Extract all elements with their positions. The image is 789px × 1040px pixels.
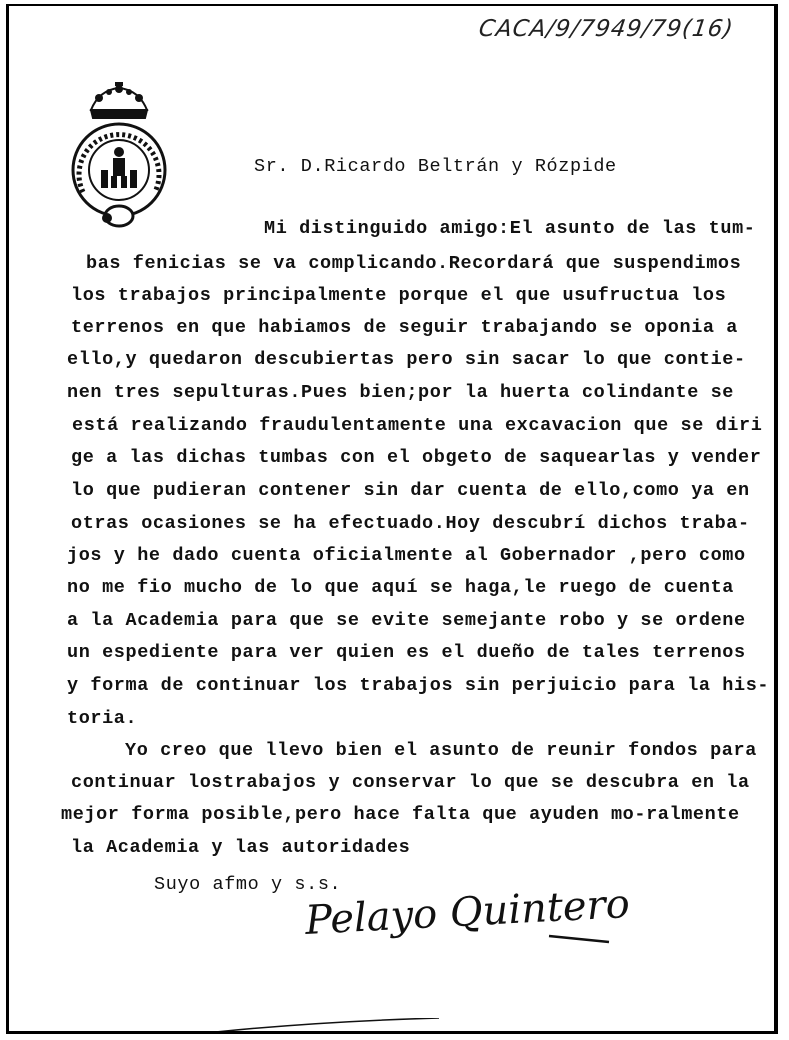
- body-line: lo que pudieran contener sin dar cuenta de ello,como ya en: [71, 480, 750, 501]
- signature-flourish-icon: [299, 886, 619, 996]
- body-line: terrenos en que habiamos de seguir trabajando se oponia a: [71, 317, 739, 338]
- pen-stroke-icon: [179, 1018, 439, 1034]
- body-line: a la Academia para que se evite semejante robo y se ordene: [67, 610, 746, 631]
- body-line: otras ocasiones se ha efectuado.Hoy descubrí dichos traba-: [71, 513, 750, 534]
- letter-page: [6, 4, 778, 1034]
- body-line: un espediente para ver quien es el dueño de tales terrenos: [67, 642, 746, 663]
- body-line: nen tres sepulturas.Pues bien;por la huerta colindante se: [67, 382, 735, 403]
- body-line: toria.: [67, 708, 138, 729]
- body-line: continuar lostrabajos y conservar lo que se descubra en la: [71, 772, 750, 793]
- archive-reference: CACA/9/7949/79(16): [477, 16, 736, 42]
- body-line: ge a las dichas tumbas con el obgeto de saquearlas y vender: [71, 447, 762, 468]
- closing: Suyo afmo y s.s.: [154, 874, 342, 895]
- body-line: jos y he dado cuenta oficialmente al Gobernador ,pero como: [67, 545, 746, 566]
- body-line: los trabajos principalmente porque el que usufructua los: [71, 285, 727, 306]
- body-line: Mi distinguido amigo:El asunto de las tum-: [264, 218, 756, 239]
- body-line: bas fenicias se va complicando.Recordará que suspendimos: [86, 253, 742, 274]
- body-line: la Academia y las autoridades: [71, 837, 411, 858]
- signature: Pelayo Quintero: [304, 880, 631, 944]
- salutation: Sr. D.Ricardo Beltrán y Rózpide: [254, 156, 617, 177]
- body-line: Yo creo que llevo bien el asunto de reunir fondos para: [125, 740, 757, 761]
- body-line: mejor forma posible,pero hace falta que ayuden mo-ralmente: [61, 804, 740, 825]
- body-line: y forma de continuar los trabajos sin perjuicio para la his-: [67, 675, 770, 696]
- letter-body: [9, 6, 774, 1031]
- body-line: no me fio mucho de lo que aquí se haga,le ruego de cuenta: [67, 577, 735, 598]
- body-line: ello,y quedaron descubiertas pero sin sacar lo que contie-: [67, 349, 746, 370]
- body-line: está realizando fraudulentamente una excavacion que se diri: [72, 415, 763, 436]
